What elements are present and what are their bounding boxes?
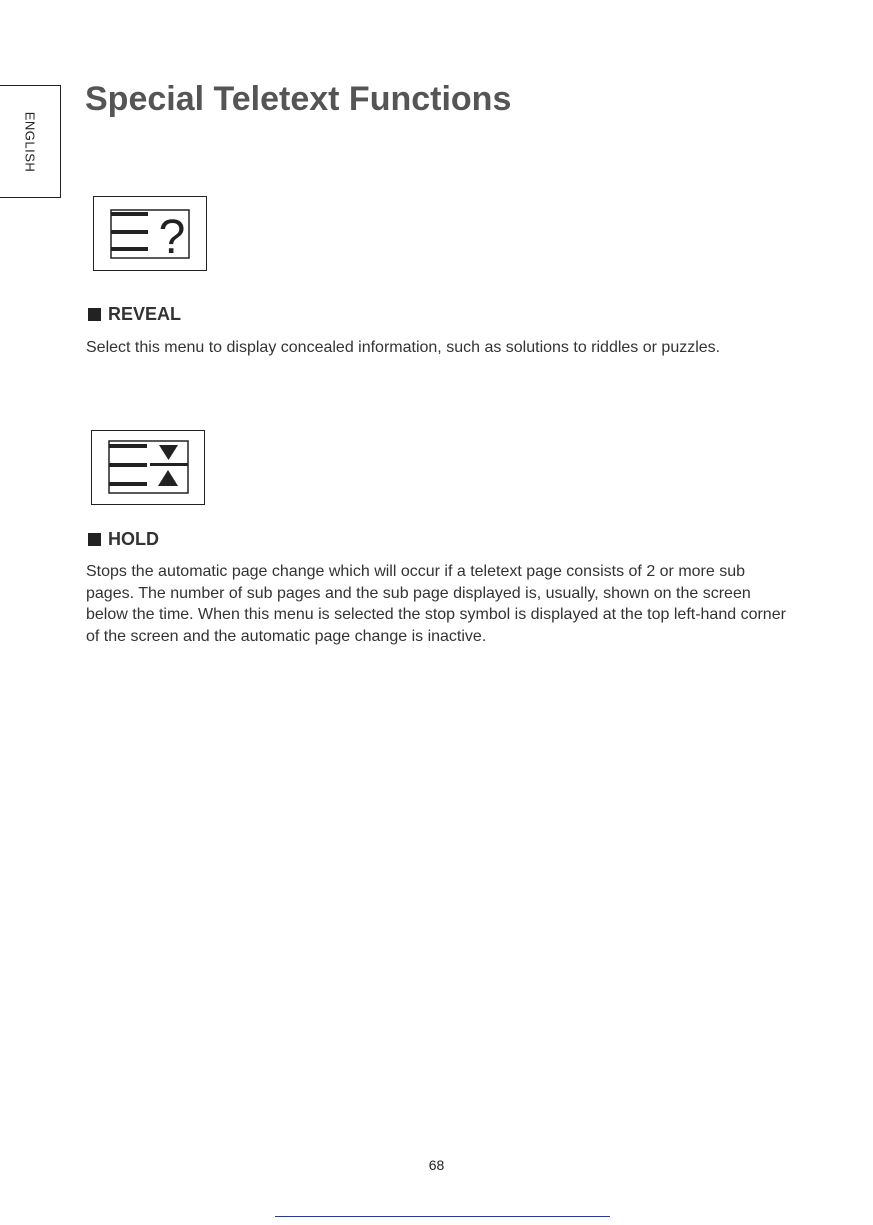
reveal-icon <box>94 197 208 272</box>
square-bullet-icon <box>88 308 101 321</box>
page-title: Special Teletext Functions <box>85 80 512 118</box>
square-bullet-icon <box>88 533 101 546</box>
page-up-triangle-icon <box>158 470 178 486</box>
page-number: 68 <box>428 1157 445 1173</box>
language-tab <box>0 85 61 198</box>
page-down-triangle-icon <box>159 445 178 460</box>
footer-rule <box>275 1216 610 1217</box>
reveal-description: Select this menu to display concealed information, such as solutions to riddles or puzzles. <box>86 339 721 356</box>
hold-heading <box>88 529 159 550</box>
hold-icon-box <box>91 430 205 505</box>
language-tab-label: ENGLISH <box>22 111 38 172</box>
reveal-icon-box <box>93 196 207 271</box>
reveal-icon-glyph: ? <box>158 211 186 264</box>
reveal-heading-label: REVEAL <box>108 304 182 324</box>
hold-description: Stops the automatic page change which will occur if a teletext page consists of 2 or more sub pages. The number of sub pages and the sub page displayed is, usually, shown on the screen below the time. When this menu is selected the stop symbol is displayed at the top left-hand corner of the screen and the automatic page change is inactive. <box>86 563 786 645</box>
hold-heading-label: HOLD <box>108 529 159 549</box>
hold-icon <box>92 431 206 506</box>
reveal-heading <box>88 304 181 325</box>
